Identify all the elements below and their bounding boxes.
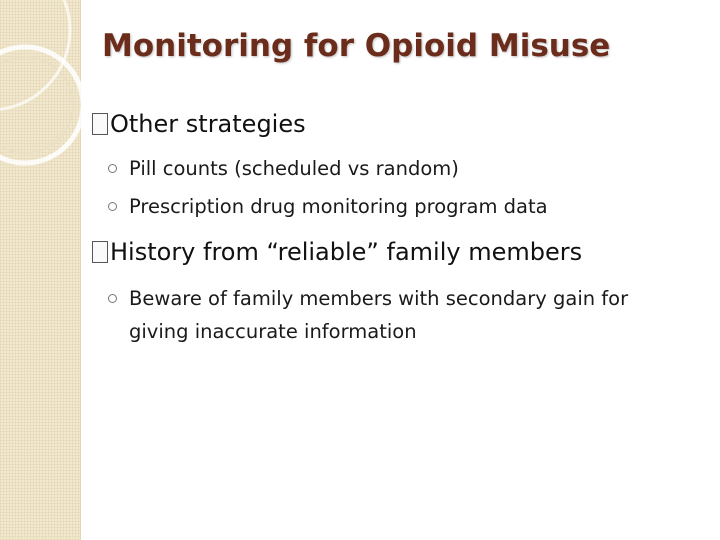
missing-glyph-bullet-icon — [92, 113, 108, 135]
sub-bullet-text-line-1: Beware of family members with secondary gain for — [129, 287, 629, 310]
ring-bullet-icon — [108, 164, 117, 173]
bullet-other-strategies — [92, 110, 306, 138]
bullet-text: Other strategies — [110, 110, 306, 138]
bullet-text: History from “reliable” family members — [110, 238, 583, 266]
missing-glyph-bullet-icon — [92, 241, 108, 263]
sub-bullet-text: Prescription drug monitoring program data — [129, 195, 548, 218]
sub-bullet-pdmp-data — [108, 190, 714, 223]
sub-bullet-text: Pill counts (scheduled vs random) — [129, 157, 459, 180]
slide-title: Monitoring for Opioid Misuse — [102, 28, 611, 64]
sub-bullet-beware-family — [108, 282, 714, 348]
sub-bullet-text-line-2: giving inaccurate information — [129, 320, 417, 343]
ring-bullet-icon — [108, 202, 117, 211]
ring-bullet-icon — [108, 294, 117, 303]
bullet-family-history — [92, 238, 582, 266]
sub-bullet-pill-counts — [108, 152, 714, 185]
